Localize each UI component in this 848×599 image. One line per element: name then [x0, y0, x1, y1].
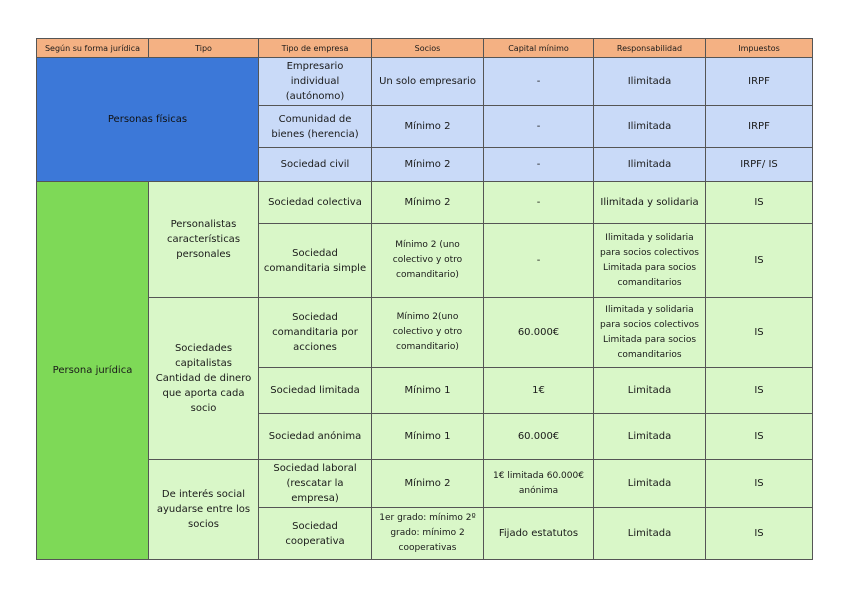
- responsabilidad-cell: Limitada: [594, 414, 706, 460]
- header-row: [37, 39, 813, 58]
- responsabilidad-cell: Ilimitada y solidaria para socios colectivos Limitada para socios comanditarios: [594, 224, 706, 298]
- impuestos-cell: IS: [706, 414, 813, 460]
- impuestos-cell: IRPF: [706, 106, 813, 148]
- socios-cell: Mínimo 2: [372, 106, 484, 148]
- header-cell: Socios: [372, 39, 484, 58]
- header-cell: Según su forma jurídica: [37, 39, 149, 58]
- socios-cell: Mínimo 2(uno colectivo y otro comanditario): [372, 298, 484, 368]
- responsabilidad-cell: Ilimitada y solidaria: [594, 182, 706, 224]
- table-row: [37, 460, 813, 508]
- tipo-empresa-cell: Sociedad cooperativa: [259, 508, 372, 560]
- tipo-empresa-cell: Sociedad colectiva: [259, 182, 372, 224]
- table-row: [37, 58, 813, 106]
- header-cell: Capital mínimo: [484, 39, 594, 58]
- responsabilidad-cell: Limitada: [594, 508, 706, 560]
- legal-forms-table: [36, 38, 813, 560]
- capital-cell: -: [484, 58, 594, 106]
- socios-cell: 1er grado: mínimo 2º grado: mínimo 2 cooperativas: [372, 508, 484, 560]
- impuestos-cell: IS: [706, 460, 813, 508]
- tipo-empresa-cell: Sociedad laboral (rescatar la empresa): [259, 460, 372, 508]
- socios-cell: Mínimo 1: [372, 368, 484, 414]
- impuestos-cell: IS: [706, 368, 813, 414]
- capital-cell: -: [484, 224, 594, 298]
- capital-cell: -: [484, 182, 594, 224]
- tipo-empresa-cell: Sociedad limitada: [259, 368, 372, 414]
- impuestos-cell: IS: [706, 224, 813, 298]
- tipo-empresa-cell: Sociedad comanditaria simple: [259, 224, 372, 298]
- header-cell: Tipo: [149, 39, 259, 58]
- capital-cell: 1€: [484, 368, 594, 414]
- impuestos-cell: IRPF: [706, 58, 813, 106]
- responsabilidad-cell: Limitada: [594, 368, 706, 414]
- capital-cell: 1€ limitada 60.000€ anónima: [484, 460, 594, 508]
- socios-cell: Un solo empresario: [372, 58, 484, 106]
- table-row: [37, 182, 813, 224]
- tipo-group-cell: Personalistas características personales: [149, 182, 259, 298]
- impuestos-cell: IRPF/ IS: [706, 148, 813, 182]
- socios-cell: Mínimo 2: [372, 148, 484, 182]
- responsabilidad-cell: Limitada: [594, 460, 706, 508]
- socios-cell: Mínimo 2: [372, 460, 484, 508]
- socios-cell: Mínimo 1: [372, 414, 484, 460]
- persona-juridica-label: Persona jurídica: [37, 182, 149, 560]
- socios-cell: Mínimo 2 (uno colectivo y otro comanditario): [372, 224, 484, 298]
- capital-cell: -: [484, 148, 594, 182]
- personas-fisicas-label: Personas físicas: [37, 58, 259, 182]
- tipo-group-cell: Sociedades capitalistas Cantidad de dinero que aporta cada socio: [149, 298, 259, 460]
- table-row: [37, 298, 813, 368]
- header-cell: Responsabilidad: [594, 39, 706, 58]
- capital-cell: -: [484, 106, 594, 148]
- impuestos-cell: IS: [706, 508, 813, 560]
- socios-cell: Mínimo 2: [372, 182, 484, 224]
- header-cell: Impuestos: [706, 39, 813, 58]
- responsabilidad-cell: Ilimitada: [594, 148, 706, 182]
- impuestos-cell: IS: [706, 182, 813, 224]
- tipo-empresa-cell: Sociedad anónima: [259, 414, 372, 460]
- capital-cell: Fijado estatutos: [484, 508, 594, 560]
- tipo-empresa-cell: Comunidad de bienes (herencia): [259, 106, 372, 148]
- responsabilidad-cell: Ilimitada: [594, 106, 706, 148]
- header-cell: Tipo de empresa: [259, 39, 372, 58]
- capital-cell: 60.000€: [484, 414, 594, 460]
- tipo-empresa-cell: Empresario individual (autónomo): [259, 58, 372, 106]
- tipo-empresa-cell: Sociedad civil: [259, 148, 372, 182]
- capital-cell: 60.000€: [484, 298, 594, 368]
- responsabilidad-cell: Ilimitada y solidaria para socios colectivos Limitada para socios comanditarios: [594, 298, 706, 368]
- tipo-group-cell: De interés social ayudarse entre los socios: [149, 460, 259, 560]
- tipo-empresa-cell: Sociedad comanditaria por acciones: [259, 298, 372, 368]
- impuestos-cell: IS: [706, 298, 813, 368]
- responsabilidad-cell: Ilimitada: [594, 58, 706, 106]
